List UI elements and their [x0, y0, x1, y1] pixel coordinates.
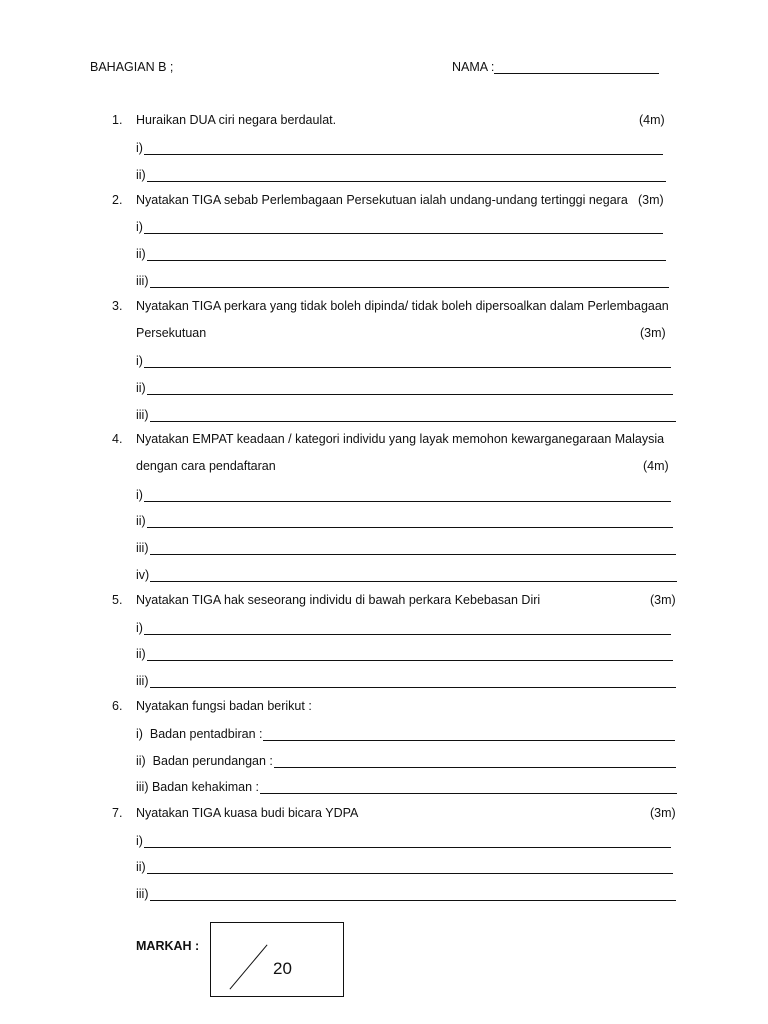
answer-line[interactable]	[136, 885, 676, 901]
answer-label: iii)	[136, 674, 149, 688]
question-marks: (3m)	[640, 326, 666, 340]
name-blank-line[interactable]	[494, 61, 659, 74]
answer-blank[interactable]	[150, 675, 677, 688]
answer-blank[interactable]	[144, 835, 671, 848]
answer-label: ii)	[136, 514, 146, 528]
answer-blank[interactable]	[260, 781, 677, 794]
answer-blank[interactable]	[144, 142, 663, 155]
answer-line[interactable]	[136, 486, 671, 502]
question-marks: (4m)	[639, 113, 665, 127]
answer-blank[interactable]	[144, 622, 671, 635]
question-text-continued: Persekutuan	[136, 326, 207, 340]
answer-label: ii)	[136, 860, 146, 874]
question-number: 6.	[112, 699, 123, 713]
answer-blank[interactable]	[147, 515, 673, 528]
answer-label: iii)	[136, 541, 149, 555]
score-total: 20	[273, 959, 292, 978]
answer-line[interactable]	[136, 218, 663, 234]
answer-blank[interactable]	[144, 221, 663, 234]
answer-label: iii)	[136, 274, 149, 288]
answer-line[interactable]	[136, 619, 671, 635]
answer-line[interactable]	[136, 166, 666, 182]
answer-line[interactable]	[136, 566, 677, 582]
question-number: 5.	[112, 593, 123, 607]
answer-blank[interactable]	[274, 755, 676, 768]
answer-label: ii)	[136, 647, 146, 661]
answer-blank[interactable]	[147, 248, 666, 261]
answer-blank[interactable]	[147, 382, 673, 395]
answer-line[interactable]	[136, 539, 676, 555]
answer-blank[interactable]	[150, 275, 670, 288]
question-marks: (3m)	[650, 806, 676, 820]
answer-blank[interactable]	[150, 409, 677, 422]
question-number: 1.	[112, 113, 123, 127]
answer-label: ii)	[136, 381, 146, 395]
question-number: 7.	[112, 806, 123, 820]
question-text: Huraikan DUA ciri negara berdaulat.	[136, 113, 337, 127]
question-text: Nyatakan fungsi badan berikut :	[136, 699, 312, 713]
answer-line[interactable]	[136, 645, 673, 661]
name-label: NAMA :	[452, 60, 495, 74]
answer-line[interactable]	[136, 139, 663, 155]
answer-line[interactable]	[136, 352, 671, 368]
name-field[interactable]	[452, 60, 659, 74]
answer-line[interactable]	[136, 512, 673, 528]
section-title: BAHAGIAN B ;	[90, 60, 174, 74]
answer-blank[interactable]	[150, 542, 677, 555]
answer-line[interactable]	[136, 406, 676, 422]
answer-label: i)	[136, 488, 143, 502]
question-text: Nyatakan EMPAT keadaan / kategori individu yang layak memohon kewarganegaraan Malaysia	[136, 432, 665, 446]
question-number: 2.	[112, 193, 123, 207]
question-number: 4.	[112, 432, 123, 446]
answer-label: iii)	[136, 408, 149, 422]
answer-label: iii) Badan kehakiman :	[136, 780, 259, 794]
answer-line[interactable]	[136, 245, 666, 261]
answer-label: i)	[136, 220, 143, 234]
answer-blank[interactable]	[150, 888, 677, 901]
answer-label: ii)	[136, 247, 146, 261]
answer-line[interactable]	[136, 272, 669, 288]
answer-line[interactable]	[136, 379, 673, 395]
answer-label: i)	[136, 141, 143, 155]
answer-label: i) Badan pentadbiran :	[136, 727, 263, 741]
answer-line[interactable]	[136, 858, 673, 874]
markah-label: MARKAH :	[136, 939, 200, 953]
answer-label: i)	[136, 834, 143, 848]
answer-blank[interactable]	[144, 355, 671, 368]
answer-line[interactable]	[136, 778, 677, 794]
answer-line[interactable]	[136, 725, 675, 741]
question-text: Nyatakan TIGA sebab Perlembagaan Persekutuan ialah undang-undang tertinggi negara	[136, 193, 628, 207]
answer-label: i)	[136, 354, 143, 368]
question-marks: (3m)	[650, 593, 676, 607]
question-marks: (3m)	[638, 193, 664, 207]
answer-blank[interactable]	[144, 489, 671, 502]
answer-blank[interactable]	[263, 728, 675, 741]
question-number: 3.	[112, 299, 123, 313]
question-marks: (4m)	[643, 459, 669, 473]
question-text: Nyatakan TIGA perkara yang tidak boleh dipinda/ tidak boleh dipersoalkan dalam Perlembagaan	[136, 299, 669, 313]
answer-line[interactable]	[136, 752, 676, 768]
answer-label: ii)	[136, 168, 146, 182]
answer-label: ii) Badan perundangan :	[136, 754, 273, 768]
question-text: Nyatakan TIGA hak seseorang individu di bawah perkara Kebebasan Diri	[136, 593, 541, 607]
answer-label: i)	[136, 621, 143, 635]
answer-label: iii)	[136, 887, 149, 901]
answer-blank[interactable]	[147, 648, 673, 661]
answer-blank[interactable]	[150, 569, 677, 582]
question-text: Nyatakan TIGA kuasa budi bicara YDPA	[136, 806, 359, 820]
answer-label: iv)	[136, 568, 150, 582]
answer-blank[interactable]	[147, 861, 673, 874]
question-text-continued: dengan cara pendaftaran	[136, 459, 276, 473]
answer-blank[interactable]	[147, 169, 666, 182]
answer-line[interactable]	[136, 672, 676, 688]
answer-line[interactable]	[136, 832, 671, 848]
